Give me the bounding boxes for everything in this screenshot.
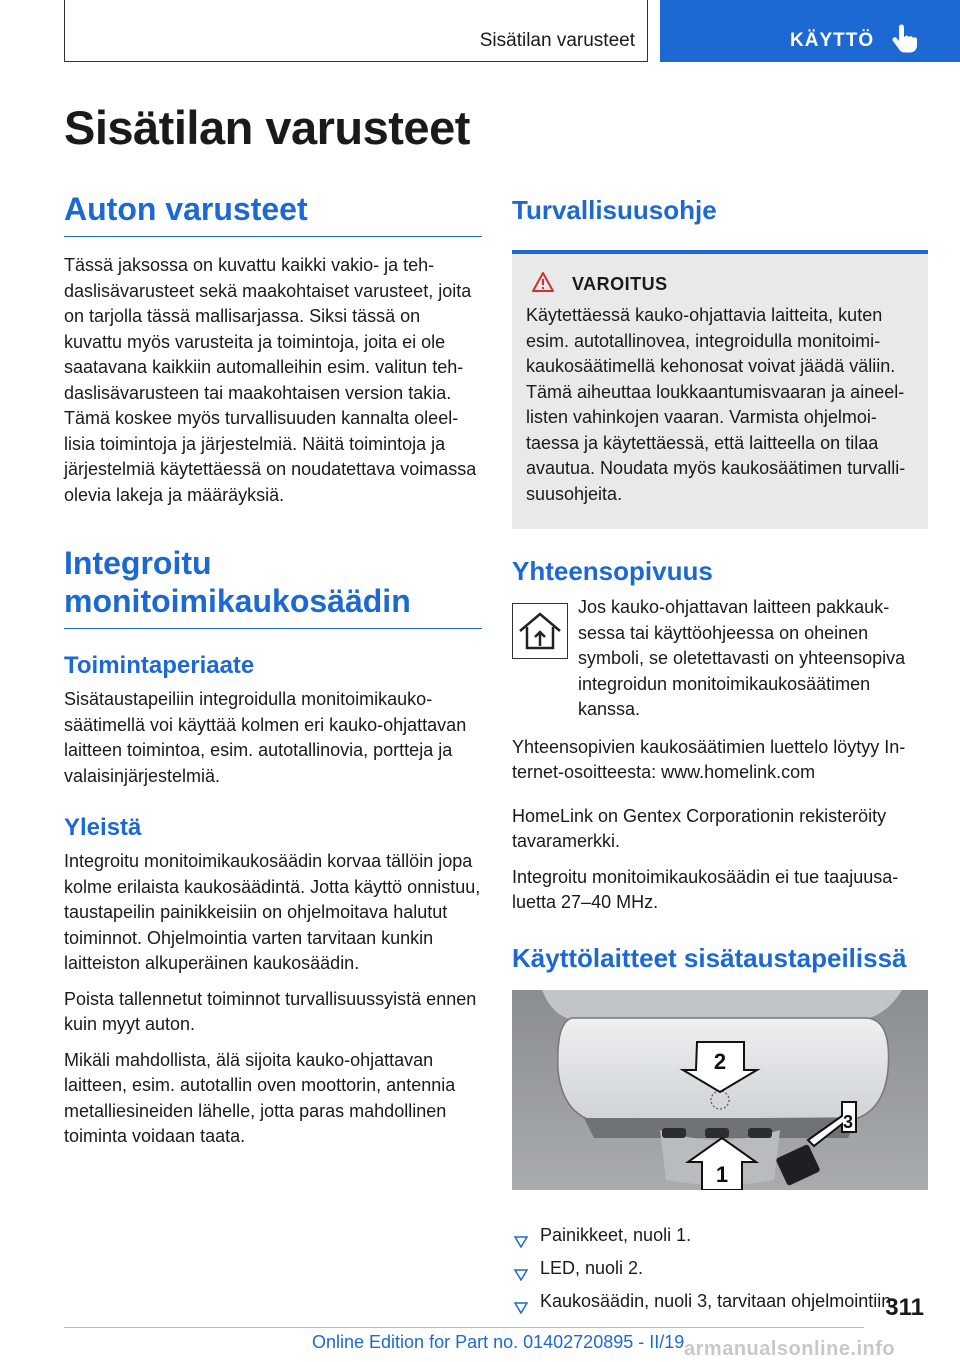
warning-box — [512, 250, 928, 529]
header-section-box — [64, 0, 648, 62]
header-tab[interactable] — [660, 0, 960, 62]
hand-pointer-icon — [892, 24, 918, 59]
subsection-title-yleista: Yleistä — [64, 814, 142, 841]
section-title-turvallisuusohje: Turvallisuusohje — [512, 195, 717, 225]
homelink-house-icon — [512, 603, 568, 659]
footer-divider — [64, 1327, 864, 1328]
controls-list — [512, 1223, 928, 1314]
page-number: 311 — [885, 1294, 924, 1321]
section-title-yhteensopivuus: Yhteensopivuus — [512, 556, 713, 586]
header-tab-label: KÄYTTÖ — [790, 30, 875, 51]
bullet-triangle-icon — [514, 1263, 528, 1288]
figure-label-1: 1 — [715, 1161, 729, 1187]
yleista-paragraph-1: Integroitu monitoimikaukosäädin korvaa tällöin jopa kolme erilaista kaukosäädintä. Jotta käyttö onnistuu, taustapeilin painikkeisiin on ohjelmoitava halutut toiminnot. Ohjelmointia varten tarvitaan kunkin laitteiston alkuperäinen kaukosäädin. — [64, 851, 481, 973]
warning-text: Käytettäessä kauko-ohjattavia laitteita, kuten esim. autotallinovea, integroidulla monitoimikaukosäätimellä kehonosat voivat jäädä väliin. Tämä aiheuttaa loukkaantumisvaaran ja aineellisten vahinkojen vaaran. Varmista ohjelmoitaessa ja käytettäessä, että laitteella on tilaa avautua. Noudata myös kaukosäätimen turvallisuusohjeita. — [526, 305, 906, 504]
bullet-text: Kaukosäädin, nuoli 3, tarvitaan ohjelmointiin. — [540, 1290, 897, 1311]
warning-title — [532, 272, 914, 297]
bullet-triangle-icon — [514, 1230, 528, 1255]
list-item — [512, 1223, 928, 1248]
auton-varusteet-text: Tässä jaksossa on kuvattu kaikki vakio- ja tehdaslisävarusteet sekä maakohtaiset varusteet, joita on tarjolla tässä mallisarjassa. Siksi tässä on kuvattu myös varusteita ja toimintoja, joita ei ole saatavana kaikkiin automalleihin esim. valitun tehdaslisävarusteen tai maakohtaisen version takia. Tämä koskee myös turvallisuuden kannalta oleellisia toimintoja ja järjestelmiä. Näitä toimintoja ja järjestelmiä käytettäessä on noudatettava voimassa olevia lakeja ja määräyksiä. — [64, 255, 477, 505]
mirror-figure — [512, 990, 928, 1195]
warning-label: VAROITUS — [572, 274, 668, 294]
section-title-integroitu: Integroitu monitoimikaukosäädin — [64, 544, 482, 629]
right-column — [512, 190, 928, 1322]
section-title-auton-varusteet: Auton varusteet — [64, 190, 482, 237]
header-section-title: Sisätilan varusteet — [479, 30, 635, 51]
section-title-kayttolaitteet: Käyttölaitteet sisätaustapeilissä — [512, 942, 907, 973]
bullet-triangle-icon — [514, 1296, 528, 1321]
footer-edition: Online Edition for Part no. 01402720895 - II/19 — [312, 1332, 685, 1352]
left-column — [64, 190, 482, 1150]
bullet-text: LED, nuoli 2. — [540, 1257, 644, 1278]
list-item — [512, 1289, 928, 1314]
compatibility-paragraph-2: Yhteensopivien kaukosäätimien luettelo löytyy Internet-osoitteesta: www.homelink.com — [512, 736, 906, 782]
toimintaperiaate-text: Sisätaustapeiliin integroidulla monitoimikaukosäätimellä voi käyttää kolmen eri kauko-ohjattavan laitteen toimintoa, esim. autotallinovia, portteja ja valaisinjärjestelmiä. — [64, 689, 467, 786]
subsection-title-toimintaperiaate: Toimintaperiaate — [64, 652, 255, 679]
figure-label-2: 2 — [713, 1048, 727, 1074]
list-item — [512, 1256, 928, 1281]
bullet-text: Painikkeet, nuoli 1. — [540, 1224, 692, 1245]
yleista-paragraph-3: Mikäli mahdollista, älä sijoita kauko-ohjattavan laitteen, esim. autotallin oven moottorin, antennia metalliesineiden lähelle, jotta paras mahdollinen toiminta voidaan taata. — [64, 1049, 456, 1146]
yleista-paragraph-2: Poista tallennetut toiminnot turvallisuussyistä ennen kuin myyt auton. — [64, 988, 477, 1034]
compatibility-paragraph-4: Integroitu monitoimikaukosäädin ei tue taajuusaluetta 27–40 MHz. — [512, 866, 899, 912]
warning-triangle-icon — [532, 272, 572, 297]
figure-label-3: 3 — [842, 1111, 854, 1132]
page-title: Sisätilan varusteet — [64, 101, 470, 154]
watermark: armanualsonline.info — [684, 1338, 896, 1360]
compatibility-block — [512, 595, 928, 723]
compatibility-text: Jos kauko-ohjattavan laitteen pakkauksessa tai käyttöohjeessa on oheinen symboli, se oletettavasti on yhteensopiva integroidun monitoimikaukosäätimen kanssa. — [578, 597, 906, 719]
compatibility-paragraph-3: HomeLink on Gentex Corporationin rekisteröity tavaramerkki. — [512, 805, 887, 851]
